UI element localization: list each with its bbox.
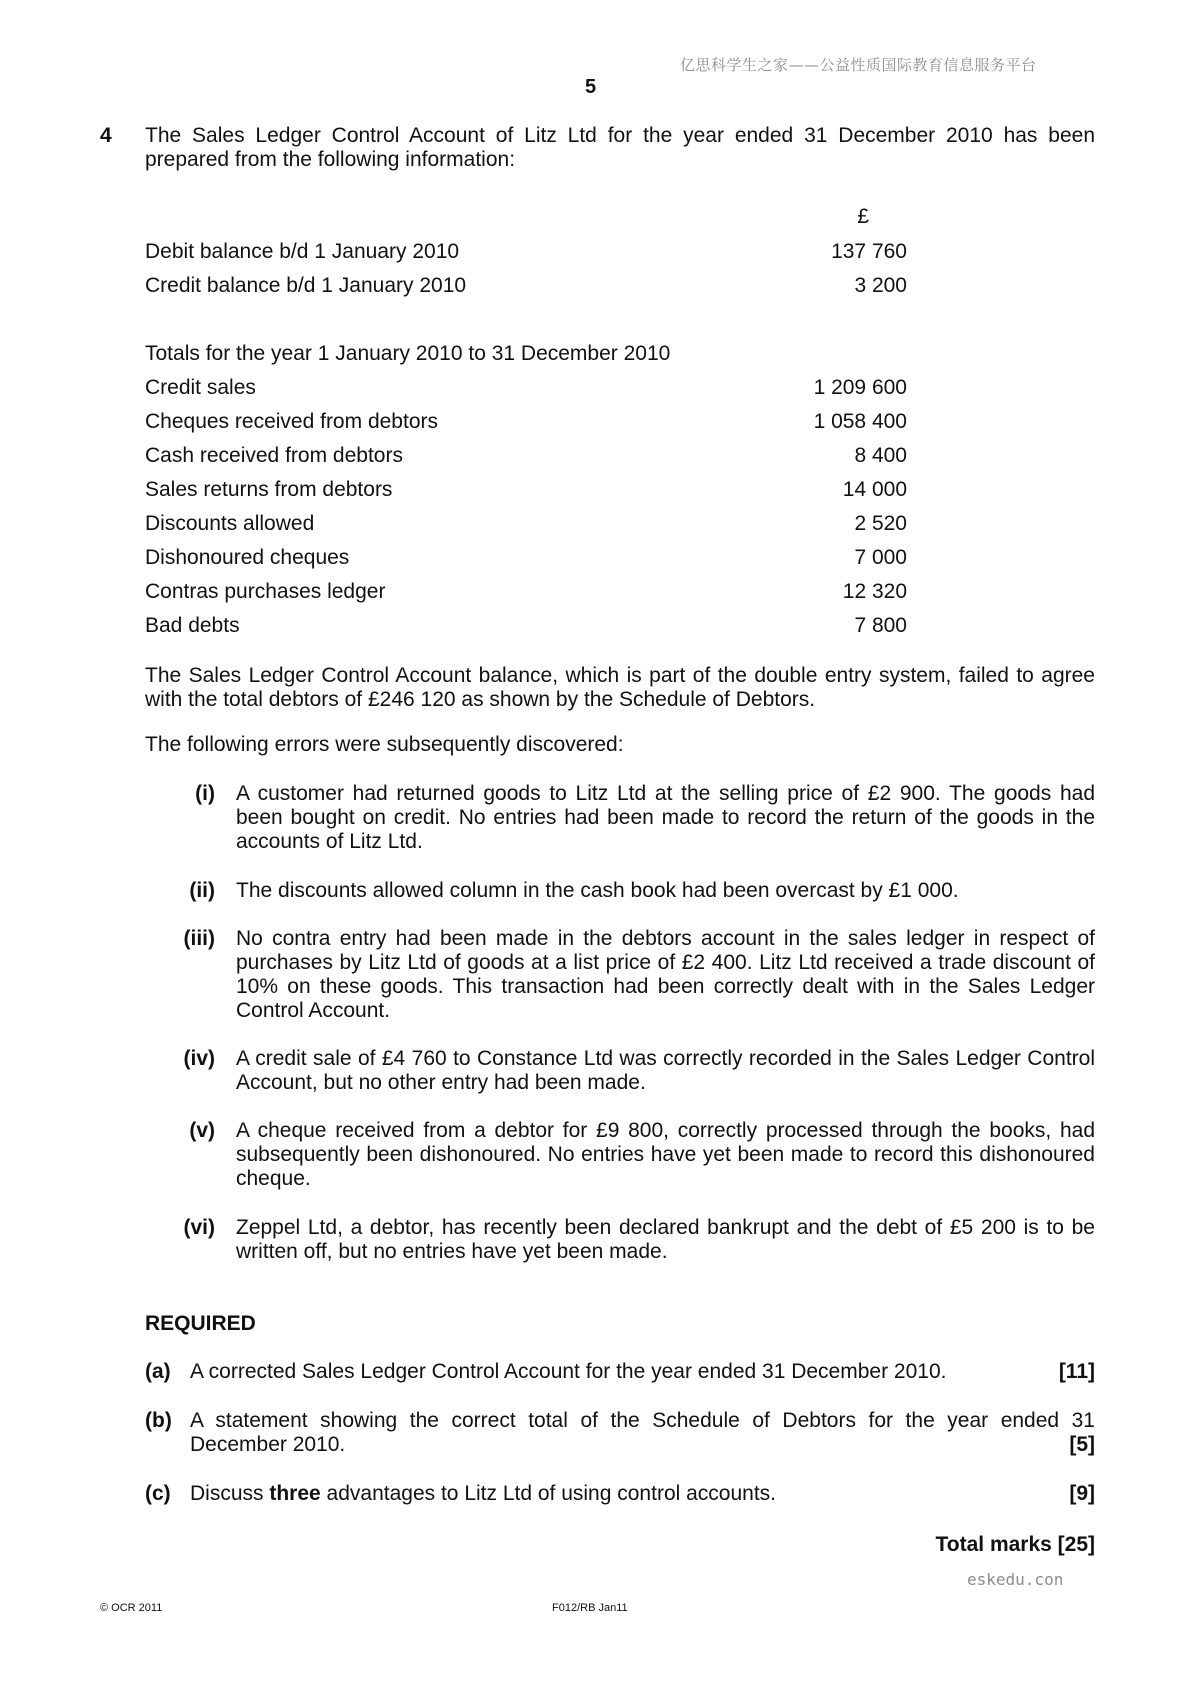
- footer-watermark: eskedu.con: [967, 1570, 1064, 1589]
- error-text: A credit sale of £4 760 to Constance Ltd was correctly recorded in the Sales Ledger Control Account, but no other entry had been made.: [236, 1047, 1095, 1094]
- ledger-row: [145, 376, 907, 406]
- error-number: (v): [189, 1119, 215, 1142]
- totals-heading-text: Totals for the year 1 January 2010 to 31 December 2010: [145, 342, 671, 365]
- part-text-emphasis: three: [269, 1482, 321, 1505]
- currency-header: £: [857, 205, 869, 228]
- page-number: 5: [585, 76, 597, 98]
- ledger-row: [145, 512, 907, 542]
- paper-code: F012/RB Jan11: [552, 1602, 628, 1614]
- header-watermark: 亿思科学生之家——公益性质国际教育信息服务平台: [680, 56, 1037, 74]
- ledger-value: 3 200: [854, 274, 907, 297]
- part-marks: [5]: [1069, 1433, 1095, 1456]
- error-number: (iv): [183, 1047, 215, 1070]
- ledger-row: [145, 546, 907, 576]
- part-letter: (a): [145, 1360, 171, 1383]
- error-text: A customer had returned goods to Litz Ltd at the selling price of £2 900. The goods had been bought on credit. No entries had been made to record the return of the goods in the accounts of Litz Ltd.: [236, 782, 1095, 853]
- ledger-value: 12 320: [842, 580, 907, 603]
- ledger-row: [145, 580, 907, 610]
- ledger-row: [145, 274, 907, 304]
- ledger-value: 8 400: [854, 444, 907, 467]
- ledger-value: 2 520: [854, 512, 907, 535]
- required-title: REQUIRED: [145, 1312, 256, 1335]
- part-marks: [11]: [1058, 1360, 1095, 1383]
- part-text: A statement showing the correct total of the Schedule of Debtors for the year ended 31 December 2010.: [190, 1409, 1095, 1456]
- error-number: (vi): [183, 1216, 215, 1239]
- part-letter: (c): [145, 1482, 171, 1505]
- question-number: 4: [100, 124, 112, 147]
- part-text: [190, 1482, 1010, 1506]
- error-text: The discounts allowed column in the cash book had been overcast by £1 000.: [236, 879, 959, 902]
- error-text: Zeppel Ltd, a debtor, has recently been declared bankrupt and the debt of £5 200 is to be written off, but no entries have yet been made.: [236, 1216, 1095, 1263]
- ledger-label: Discounts allowed: [145, 512, 315, 535]
- ledger-label: Cheques received from debtors: [145, 410, 438, 433]
- ledger-value: 137 760: [831, 240, 907, 263]
- part-marks: [9]: [1069, 1482, 1095, 1505]
- ledger-value: 1 209 600: [813, 376, 907, 399]
- currency-header-row: [145, 205, 907, 235]
- ledger-label: Credit sales: [145, 376, 256, 399]
- ledger-row: [145, 240, 907, 270]
- errors-intro: The following errors were subsequently discovered:: [145, 733, 624, 756]
- ledger-label: Cash received from debtors: [145, 444, 403, 467]
- part-text-start: Discuss: [190, 1482, 270, 1505]
- question-intro: The Sales Ledger Control Account of Litz Ltd for the year ended 31 December 2010 has been prepared from the following information:: [145, 124, 1095, 171]
- ledger-label: Contras purchases ledger: [145, 580, 386, 603]
- error-number: (iii): [183, 927, 215, 950]
- total-marks: Total marks [25]: [935, 1533, 1095, 1556]
- error-text: No contra entry had been made in the debtors account in the sales ledger in respect of purchases by Litz Ltd of goods at a list price of £2 400. Litz Ltd received a trade discount of 10% on these goods. This transaction had been correctly dealt with in the Sales Ledger Control Account.: [236, 927, 1095, 1022]
- part-letter: (b): [145, 1409, 172, 1432]
- balance-note: The Sales Ledger Control Account balance, which is part of the double entry system, failed to agree with the total debtors of £246 120 as shown by the Schedule of Debtors.: [145, 664, 1095, 711]
- ledger-row: [145, 444, 907, 474]
- ledger-label: Debit balance b/d 1 January 2010: [145, 240, 460, 263]
- ledger-label: Dishonoured cheques: [145, 546, 350, 569]
- ledger-label: Sales returns from debtors: [145, 478, 393, 501]
- ledger-value: 1 058 400: [813, 410, 907, 433]
- ledger-value: 7 800: [854, 614, 907, 637]
- totals-heading: [145, 342, 907, 372]
- part-text: A corrected Sales Ledger Control Account for the year ended 31 December 2010.: [190, 1360, 947, 1383]
- error-text: A cheque received from a debtor for £9 800, correctly processed through the books, had subsequently been dishonoured. No entries have yet been made to record this dishonoured cheque.: [236, 1119, 1095, 1190]
- error-number: (i): [195, 782, 215, 805]
- ledger-row: [145, 410, 907, 440]
- ledger-row: [145, 478, 907, 508]
- error-number: (ii): [189, 879, 215, 902]
- ledger-value: 7 000: [854, 546, 907, 569]
- ledger-row: [145, 614, 907, 644]
- ledger-label: Credit balance b/d 1 January 2010: [145, 274, 467, 297]
- copyright: © OCR 2011: [100, 1602, 163, 1614]
- part-text-end: advantages to Litz Ltd of using control accounts.: [320, 1482, 777, 1505]
- ledger-label: Bad debts: [145, 614, 240, 637]
- ledger-value: 14 000: [842, 478, 907, 501]
